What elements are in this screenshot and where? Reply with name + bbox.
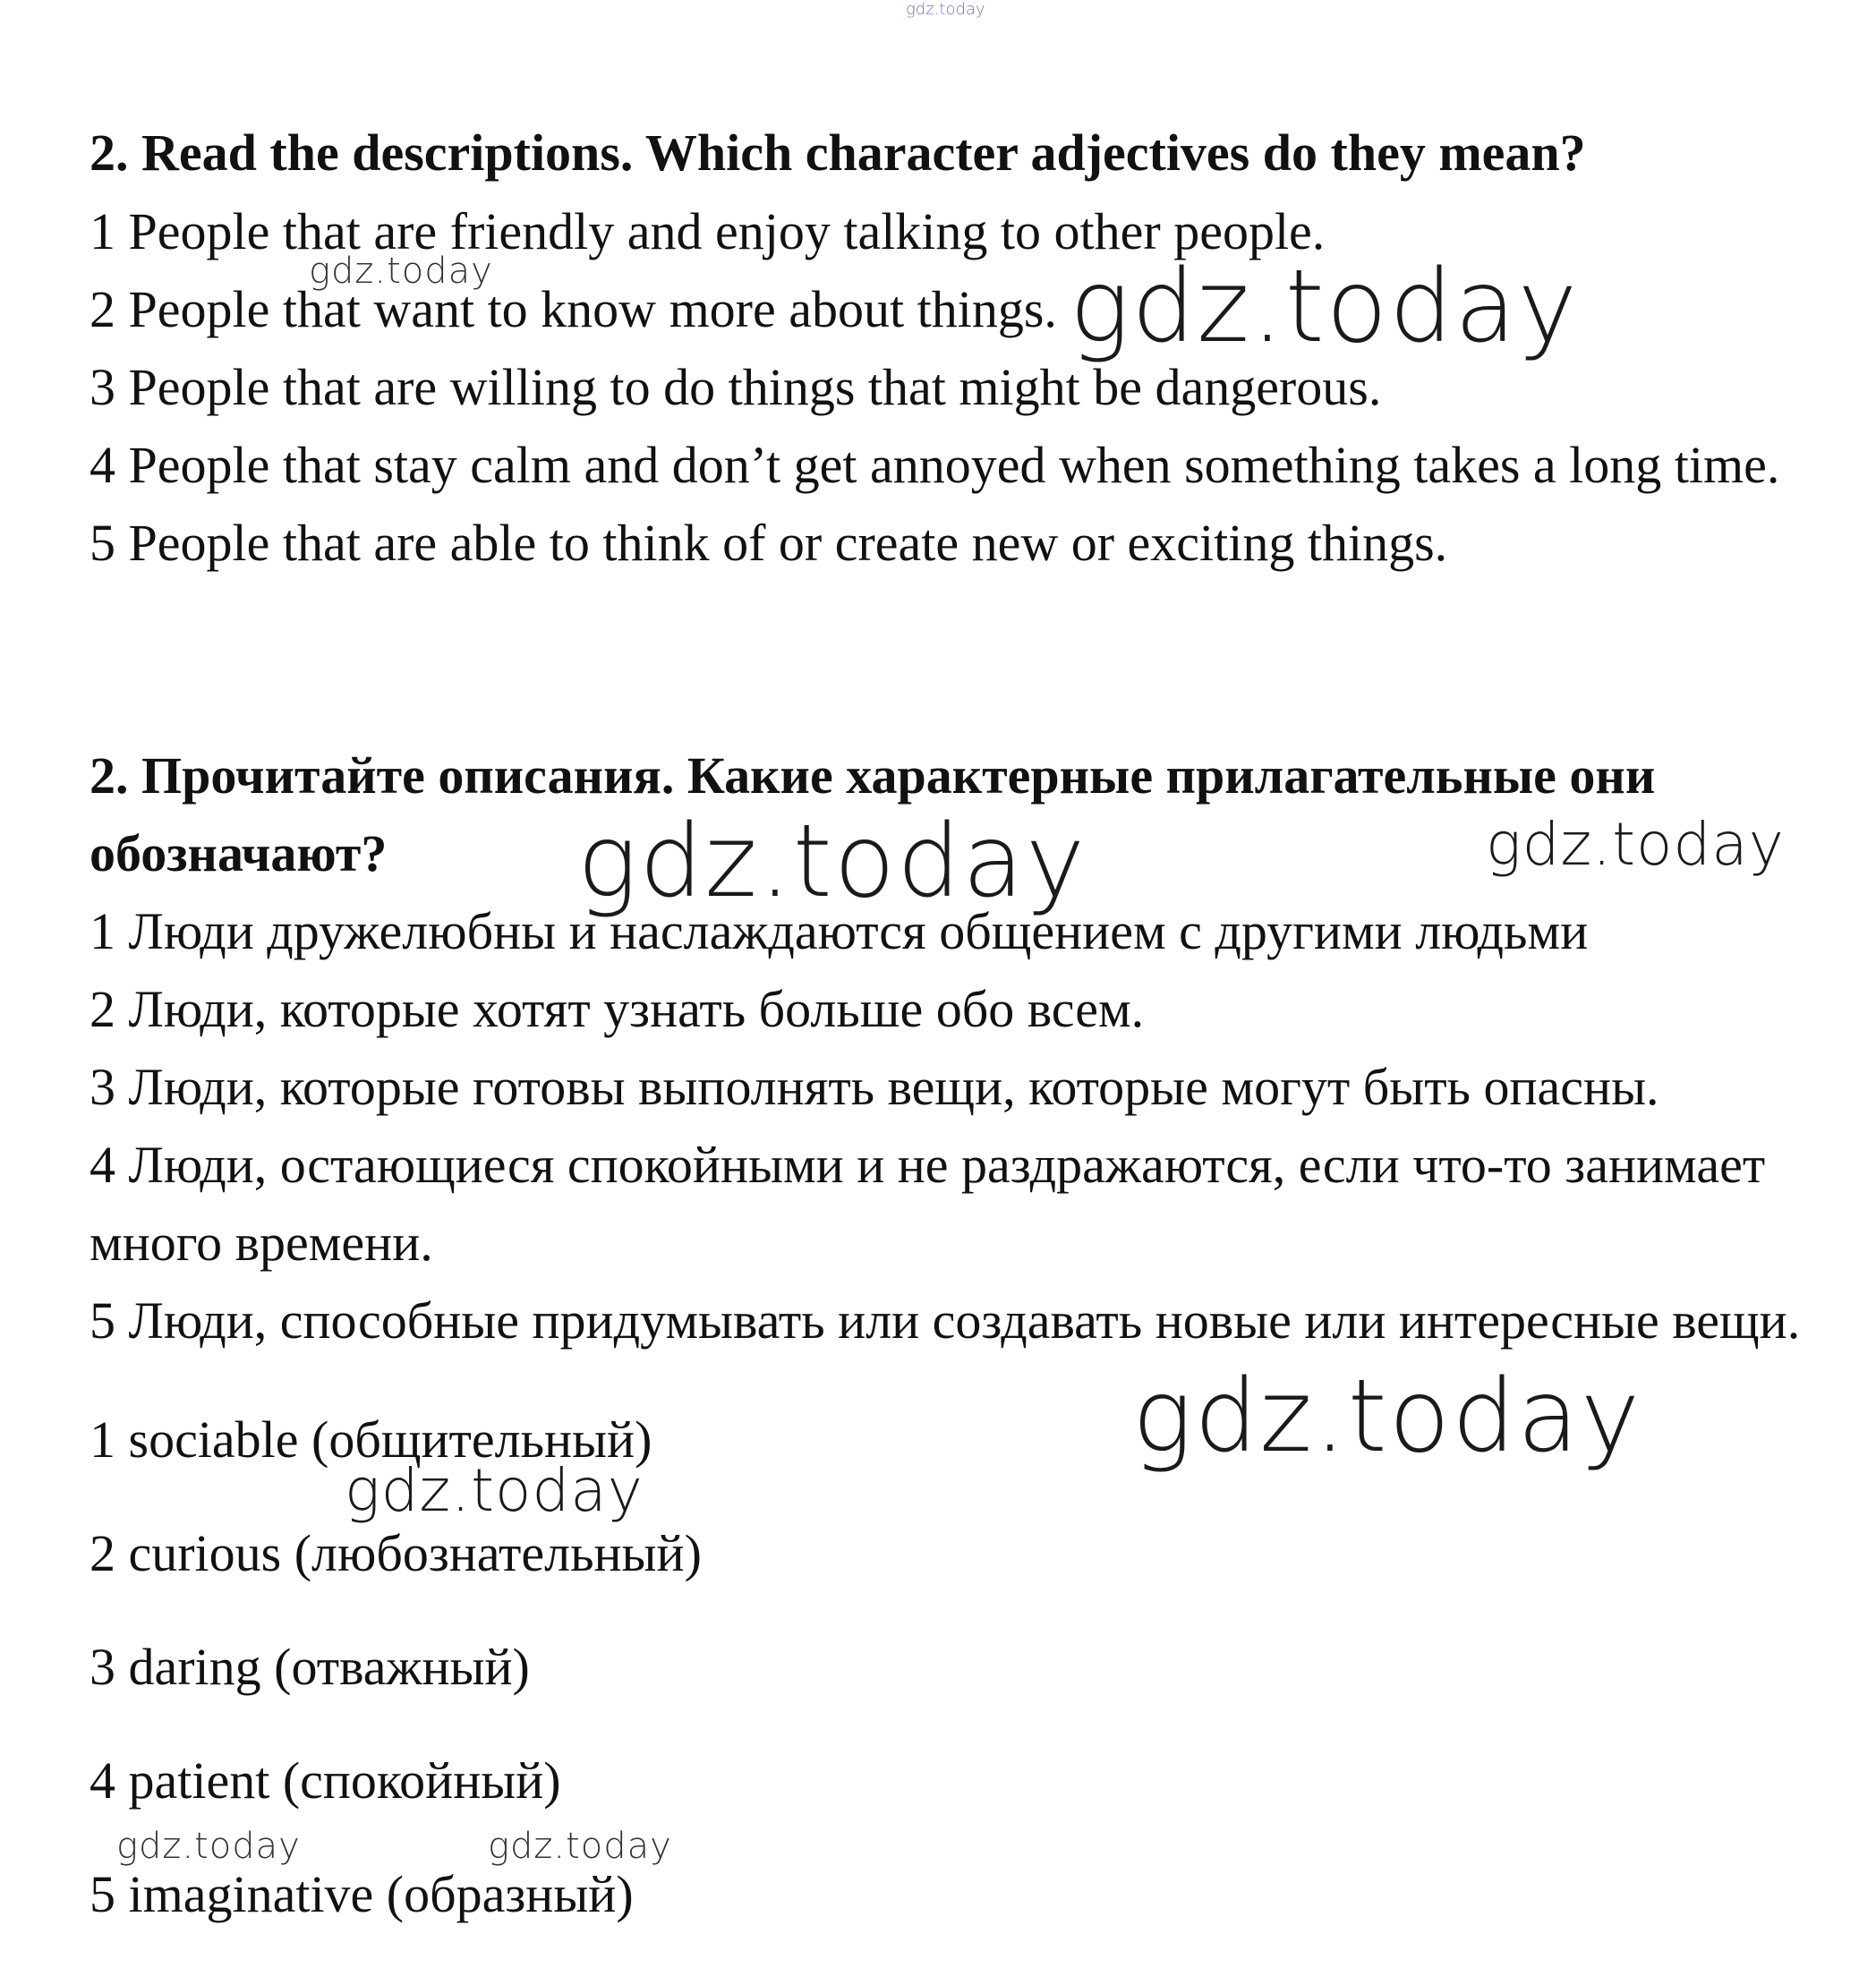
english-item-5: 5 People that are able to think of or create new or exciting things. bbox=[90, 514, 1448, 572]
watermark-3: gdz.today bbox=[577, 804, 1087, 920]
watermark-1: gdz.today bbox=[309, 251, 493, 292]
answer-2: 2 curious (любознательный) bbox=[90, 1524, 702, 1582]
russian-item-1: 1 Люди дружелюбны и наслаждаются общением с другими людьми bbox=[90, 902, 1589, 960]
english-title: 2. Read the descriptions. Which character adjectives do they mean? bbox=[90, 124, 1586, 182]
answer-3: 3 daring (отважный) bbox=[90, 1638, 530, 1696]
watermark-2: gdz.today bbox=[1070, 249, 1580, 365]
answer-1: 1 sociable (общительный) bbox=[90, 1410, 652, 1469]
english-item-3: 3 People that are willing to do things that might be dangerous. bbox=[90, 358, 1382, 416]
russian-item-5: 5 Люди, способные придумывать или создавать новые или интересные вещи. bbox=[90, 1291, 1801, 1350]
watermark-5: gdz.today bbox=[1132, 1359, 1642, 1475]
russian-title-line-2: обозначают? bbox=[90, 824, 388, 882]
english-item-2: 2 People that want to know more about things. bbox=[90, 280, 1057, 338]
russian-item-4-continued: много времени. bbox=[90, 1214, 433, 1272]
watermark-6: gdz.today bbox=[345, 1456, 644, 1525]
russian-item-2: 2 Люди, которые хотят узнать больше обо всем. bbox=[90, 980, 1145, 1038]
watermark-4: gdz.today bbox=[1486, 810, 1785, 879]
english-item-4: 4 People that stay calm and don’t get annoyed when something takes a long time. bbox=[90, 436, 1780, 494]
answer-5: 5 imaginative (образный) bbox=[90, 1865, 634, 1923]
russian-item-4: 4 Люди, остающиеся спокойными и не раздражаются, если что-то занимает bbox=[90, 1136, 1766, 1194]
watermark-8: gdz.today bbox=[488, 1826, 672, 1867]
answer-4: 4 patient (спокойный) bbox=[90, 1751, 561, 1810]
russian-title-line-1: 2. Прочитайте описания. Какие характерные прилагательные они bbox=[90, 746, 1656, 805]
watermark-top: gdz.today bbox=[906, 0, 985, 19]
watermark-7: gdz.today bbox=[116, 1826, 301, 1867]
russian-item-3: 3 Люди, которые готовы выполнять вещи, которые могут быть опасны. bbox=[90, 1058, 1659, 1116]
english-item-1: 1 People that are friendly and enjoy talking to other people. bbox=[90, 202, 1326, 260]
